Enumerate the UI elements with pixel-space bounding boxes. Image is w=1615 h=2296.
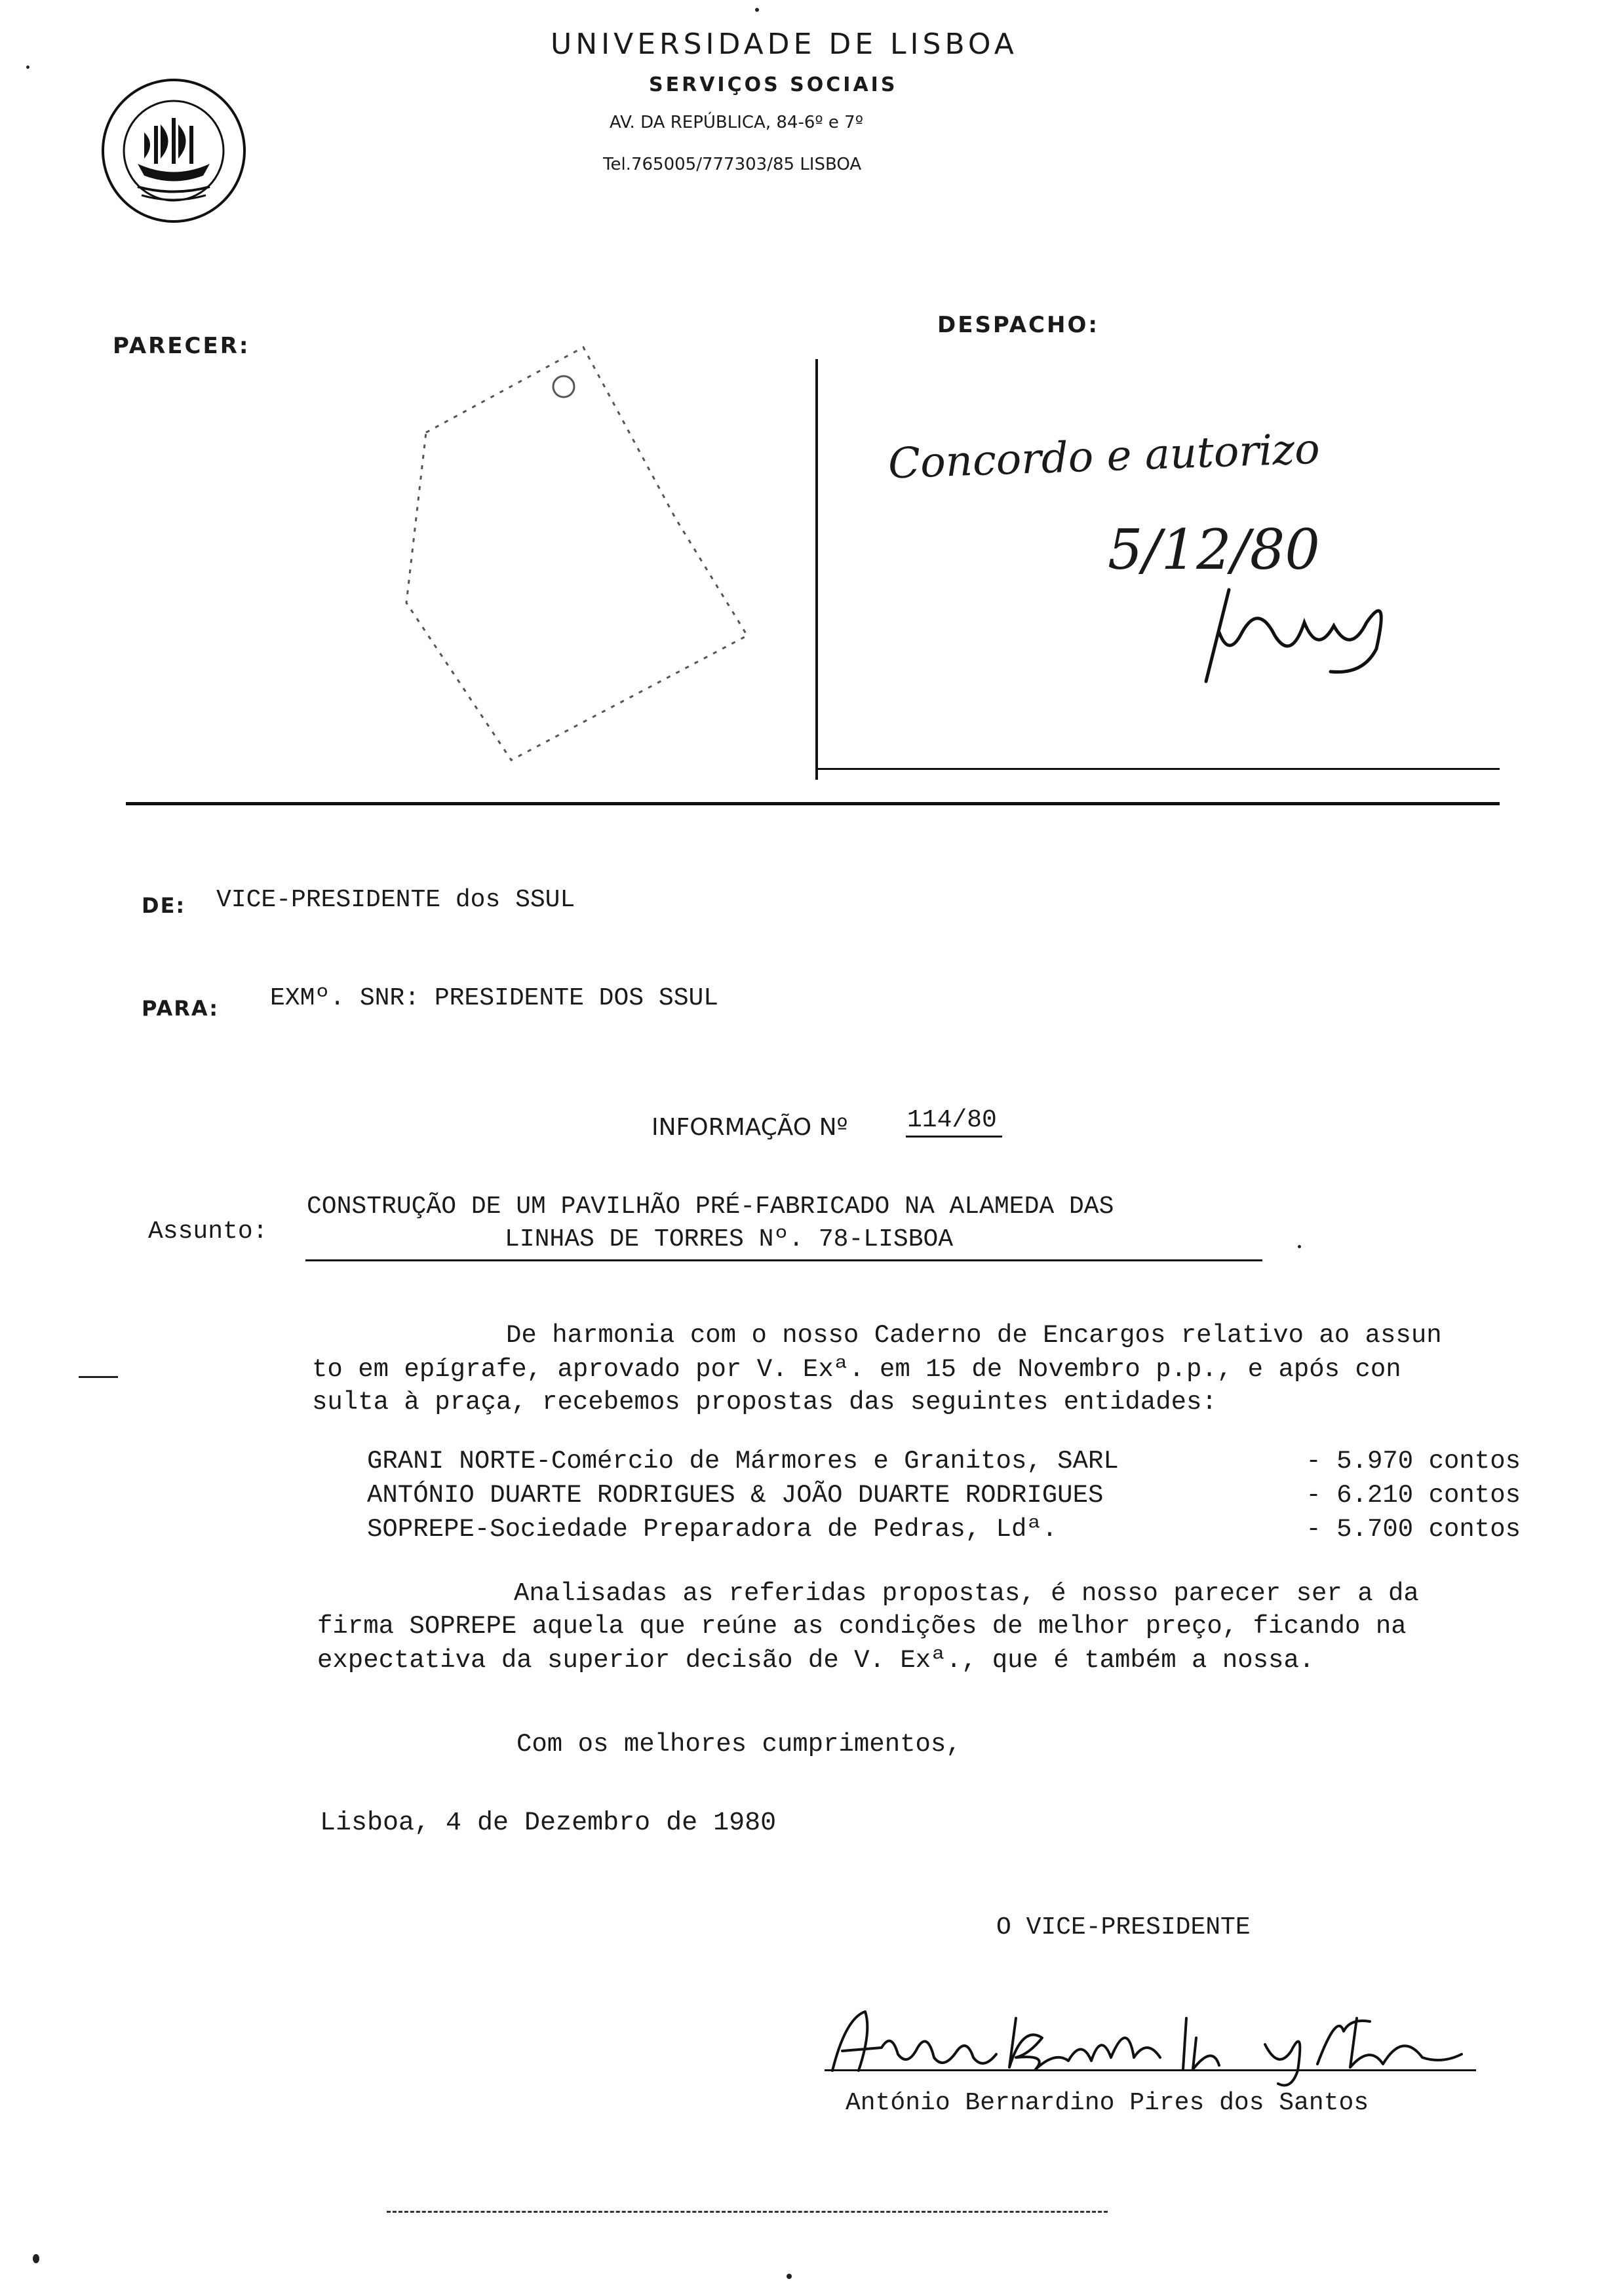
signature-line (825, 2069, 1476, 2071)
signer-title: O VICE-PRESIDENTE (996, 1913, 1251, 1942)
despacho-label: DESPACHO: (937, 312, 1099, 338)
to-value: EXMº. SNR: PRESIDENTE DOS SSUL (270, 984, 719, 1012)
proposal-row (367, 1447, 1521, 1481)
box-vertical-divider (815, 359, 818, 780)
proposal-entity: ANTÓNIO DUARTE RODRIGUES & JOÃO DUARTE RODRIGUES (367, 1481, 1104, 1510)
proposal-value: - 5.700 contos (1306, 1515, 1521, 1544)
body-paragraph-2-line: Analisadas as referidas propostas, é nosso parecer ser a da (514, 1579, 1419, 1608)
body-paragraph-2-line: expectativa da superior decisão de V. Exª., que é também a nossa. (317, 1646, 1315, 1675)
subject-line-1: CONSTRUÇÃO DE UM PAVILHÃO PRÉ-FABRICADO NA ALAMEDA DAS (307, 1193, 1114, 1221)
parecer-label: PARECER: (113, 333, 250, 359)
proposal-row (367, 1515, 1521, 1549)
handwritten-signature (819, 1992, 1475, 2090)
letterhead-address: AV. DA REPÚBLICA, 84-6º e 7º (610, 113, 863, 132)
faded-stamp-mark (367, 328, 760, 786)
from-label: DE: (142, 893, 186, 918)
proposal-entity: SOPREPE-Sociedade Preparadora de Pedras, Ldª. (367, 1515, 1058, 1544)
university-seal (98, 72, 249, 229)
body-paragraph-2-line: firma SOPREPE aquela que reúne as condições de melhor preço, ficando na (317, 1612, 1407, 1641)
university-name: UNIVERSIDADE DE LISBOA (551, 28, 1018, 61)
scan-speck (755, 8, 759, 12)
body-paragraph-1-line: to em epígrafe, aprovado por V. Exª. em 15 de Novembro p.p., e após con (312, 1355, 1401, 1384)
despacho-bottom-rule (818, 768, 1500, 770)
subject-line-2: LINHAS DE TORRES Nº. 78-LISBOA (505, 1225, 954, 1253)
information-label: INFORMAÇÃO Nº (652, 1114, 848, 1141)
proposals-list (367, 1447, 1521, 1549)
header-divider (126, 802, 1500, 805)
proposal-value: - 6.210 contos (1306, 1481, 1521, 1510)
scan-speck (79, 1376, 118, 1378)
subject-label: Assunto: (148, 1217, 268, 1246)
footer-dashed-rule (387, 2211, 1108, 2213)
despacho-handwritten-text: Concordo e autorizo (887, 425, 1321, 489)
to-label: PARA: (142, 996, 220, 1021)
scan-speck (1298, 1245, 1301, 1248)
despacho-signature (1180, 577, 1403, 688)
despacho-handwritten-date: 5/12/80 (1108, 518, 1320, 582)
signer-name: António Bernardino Pires dos Santos (846, 2089, 1369, 2117)
body-paragraph-1-line: sulta à praça, recebemos propostas das seguintes entidades: (312, 1388, 1217, 1417)
scan-speck (26, 66, 29, 69)
subject-underline (305, 1259, 1262, 1261)
letter-date: Lisboa, 4 de Dezembro de 1980 (320, 1808, 777, 1838)
from-value: VICE-PRESIDENTE dos SSUL (216, 886, 575, 914)
department-name: SERVIÇOS SOCIAIS (649, 73, 898, 96)
closing-line: Com os melhores cumprimentos, (516, 1730, 962, 1759)
body-paragraph-1-line: De harmonia com o nosso Caderno de Encargos relativo ao assun (506, 1321, 1442, 1350)
letterhead-phone: Tel.765005/777303/85 LISBOA (603, 155, 862, 174)
scan-speck (787, 2274, 792, 2279)
proposal-value: - 5.970 contos (1306, 1447, 1521, 1476)
scan-speck (33, 2254, 39, 2263)
proposal-entity: GRANI NORTE-Comércio de Mármores e Granitos, SARL (367, 1447, 1119, 1476)
information-number: 114/80 (906, 1106, 1002, 1138)
proposal-row (367, 1481, 1521, 1515)
